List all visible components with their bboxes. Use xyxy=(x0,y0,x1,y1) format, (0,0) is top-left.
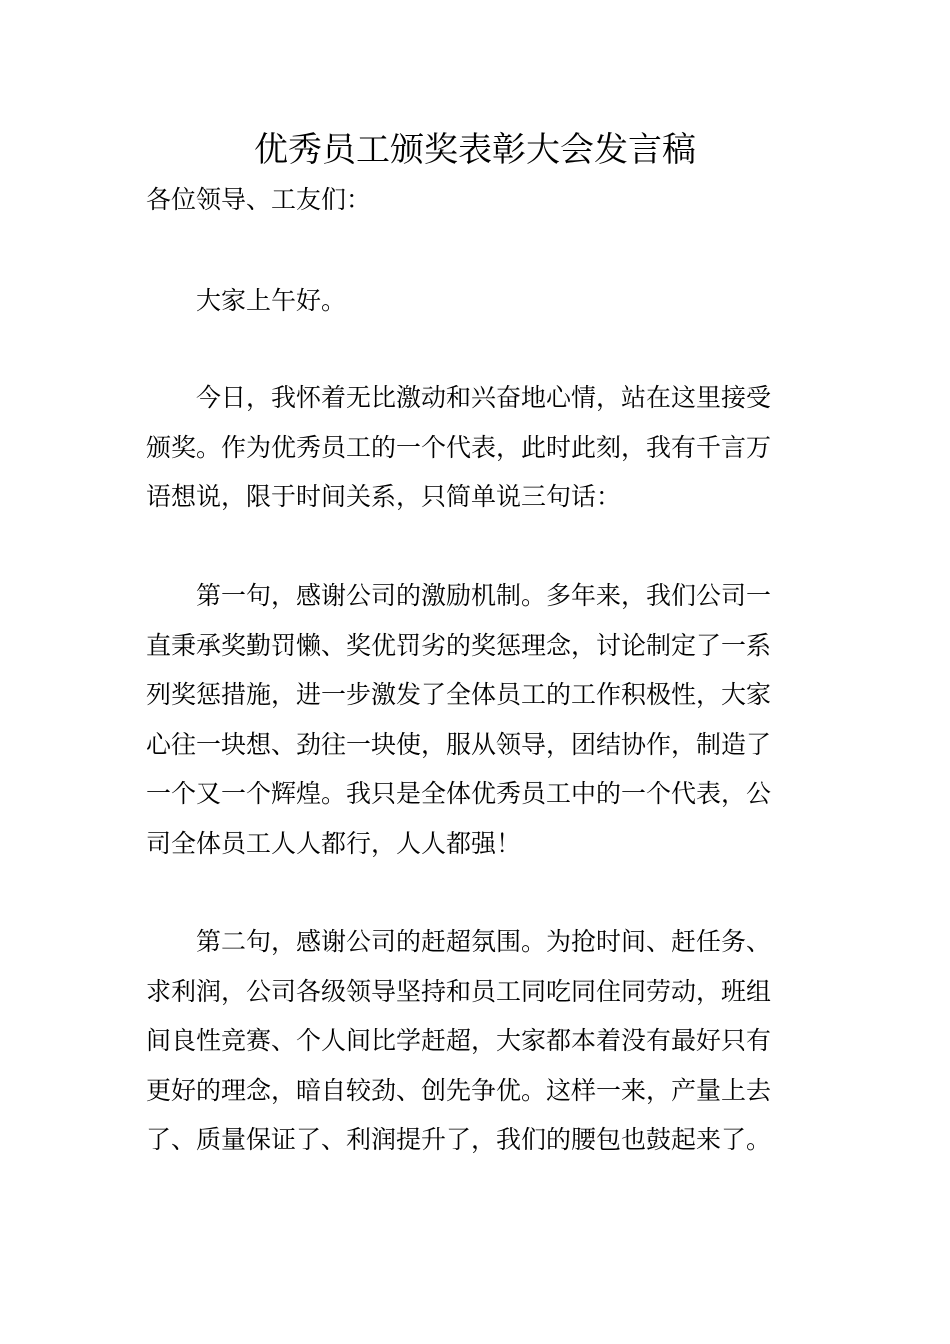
paragraph-line: 大家上午好。 xyxy=(196,286,347,315)
paragraph-line: 直秉承奖勤罚懒、奖优罚劣的奖惩理念，讨论制定了一系 xyxy=(146,630,772,660)
paragraph-first-point xyxy=(146,571,806,869)
paragraph-line: 今日，我怀着无比激动和兴奋地心情，站在这里接受 xyxy=(196,383,772,412)
paragraph-line: 一个又一个辉煌。我只是全体优秀员工中的一个代表，公 xyxy=(146,779,772,809)
paragraph-line: 颁奖。作为优秀员工的一个代表，此时此刻，我有千言万 xyxy=(146,432,772,462)
paragraph-greeting xyxy=(146,276,806,326)
paragraph-line: 列奖惩措施，进一步激发了全体员工的工作积极性，大家 xyxy=(146,680,772,710)
paragraph-line: 心往一块想、劲往一块使，服从领导，团结协作，制造了 xyxy=(146,729,772,759)
paragraph-line: 间良性竞赛、个人间比学赶超，大家都本着没有最好只有 xyxy=(146,1026,772,1056)
paragraph-line: 第一句，感谢公司的激励机制。多年来，我们公司一 xyxy=(196,581,772,610)
paragraph-line: 第二句，感谢公司的赶超氛围。为抢时间、赶任务、 xyxy=(196,927,772,956)
paragraph-intro xyxy=(146,373,806,522)
paragraph-line: 更好的理念，暗自较劲、创先争优。这样一来，产量上去 xyxy=(146,1075,772,1105)
document-title: 优秀员工颁奖表彰大会发言稿 xyxy=(254,130,696,170)
paragraph-line: 司全体员工人人都行，人人都强！ xyxy=(146,828,522,858)
paragraph-line: 求利润，公司各级领导坚持和员工同吃同住同劳动，班组 xyxy=(146,976,772,1006)
salutation: 各位领导、工友们： xyxy=(146,185,372,214)
paragraph-second-point xyxy=(146,917,806,1165)
paragraph-line: 语想说，限于时间关系，只简单说三句话： xyxy=(146,482,622,512)
paragraph-line: 了、质量保证了、利润提升了，我们的腰包也鼓起来了。 xyxy=(146,1125,772,1155)
